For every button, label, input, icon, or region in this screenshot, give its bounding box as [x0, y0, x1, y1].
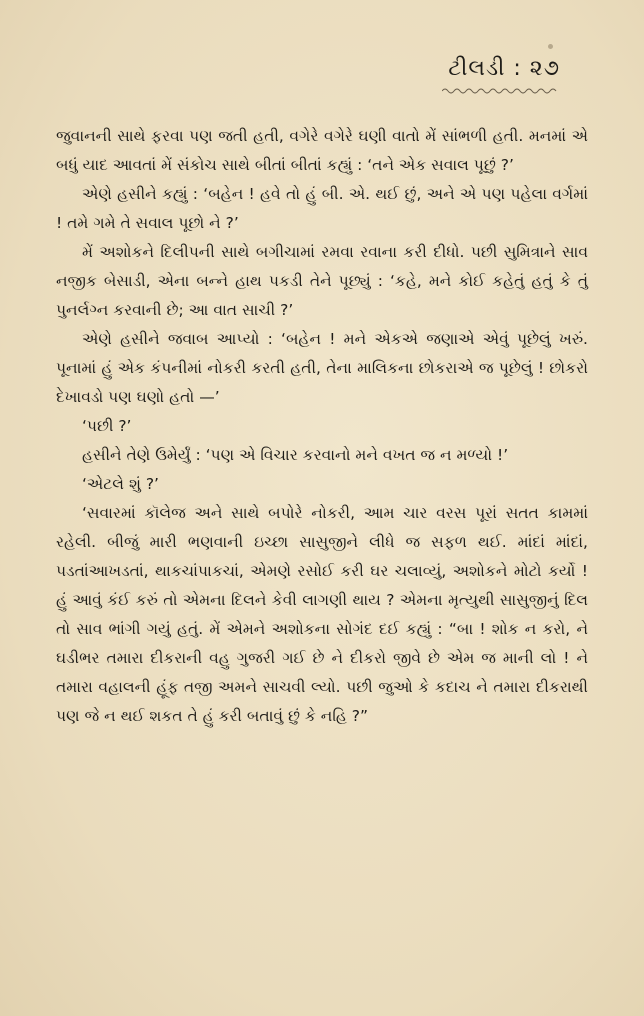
body-text [56, 122, 588, 731]
running-head-page-number: ટીલડી : ૨૭ [448, 56, 560, 81]
page-header [442, 56, 560, 95]
wavy-underline-ornament [442, 87, 560, 95]
paper-speck [548, 44, 553, 49]
paragraph: ‘પછી ?’ [82, 417, 132, 435]
paragraph: ‘એટલે શું ?’ [82, 475, 159, 493]
paragraph: એણે હસીને જવાબ આપ્યો : ‘બહેન ! મને એકએ જણાએ એવું પૂછેલું ખરું. પૂનામાં હું એક કંપનીમાં નોકરી કરતી હતી, તેના માલિકના છોકરાએ જ પૂછેલું ! છોકરો દેખાવડો પણ ઘણો હતો —’ [56, 330, 588, 406]
paragraph: એણે હસીને કહ્યું : ‘બહેન ! હવે તો હું બી. એ. થઈ છું, અને એ પણ પહેલા વર્ગમાં ! તમે ગમે તે સવાલ પૂછો ને ?’ [56, 185, 588, 232]
paragraph: ‘સવારમાં કૉલેજ અને સાથે બપોરે નોકરી, આમ ચાર વરસ પૂરાં સતત કામમાં રહેલી. બીજું મારી ભણવાની ઇચ્છા સાસુજીને લીધે જ સફળ થઈ. માંદાં માંદાં, પડતાંઆખડતાં, થાકચાંપાકચાં, એમણે રસોઈ કરી ઘર ચલાવ્યું, અશોકને મોટો કર્યો ! હું આવું કંઈ કરું તો એમના દિલને કેવી લાગણી થાય ? એમના મૃત્યુથી સાસુજીનું દિલ તો સાવ ભાંગી ગયું હતું. મેં એમને અશોકના સોગંદ દઈ કહ્યું : “બા ! શોક ન કરો, ને ઘડીભર તમારા દીકરાની વહુ ગુજરી ગઈ છે ને દીકરો જીવે છે એમ જ માની લો ! ને તમારા વહાલની હૂંફ તજી અમને સાચવી લ્યો. પછી જુઓ કે કદાચ ને તમારા દીકરાથી પણ જે ન થઈ શકત તે હું કરી બતાવું છું કે નહિ ?” [56, 504, 588, 725]
paragraph: જુવાનની સાથે ફરવા પણ જતી હતી, વગેરે વગેરે ઘણી વાતો મેં સાંભળી હતી. મનમાં એ બધું યાદ આવતાં મેં સંકોચ સાથે બીતાં બીતાં કહ્યું : ‘તને એક સવાલ પૂછું ?’ [56, 127, 588, 174]
paragraph: હસીને તેણે ઉમેર્યું : ‘પણ એ વિચાર કરવાનો મને વખત જ ન મળ્યો !’ [82, 446, 509, 464]
paragraph: મેં અશોકને દિલીપની સાથે બગીચામાં રમવા રવાના કરી દીધો. પછી સુમિત્રાને સાવ નજીક બેસાડી, એના બન્ને હાથ પકડી તેને પૂછ્યું : ‘કહે, મને કોઈ કહેતું હતું કે તું પુનર્લગ્ન કરવાની છે; આ વાત સાચી ?’ [56, 243, 588, 319]
